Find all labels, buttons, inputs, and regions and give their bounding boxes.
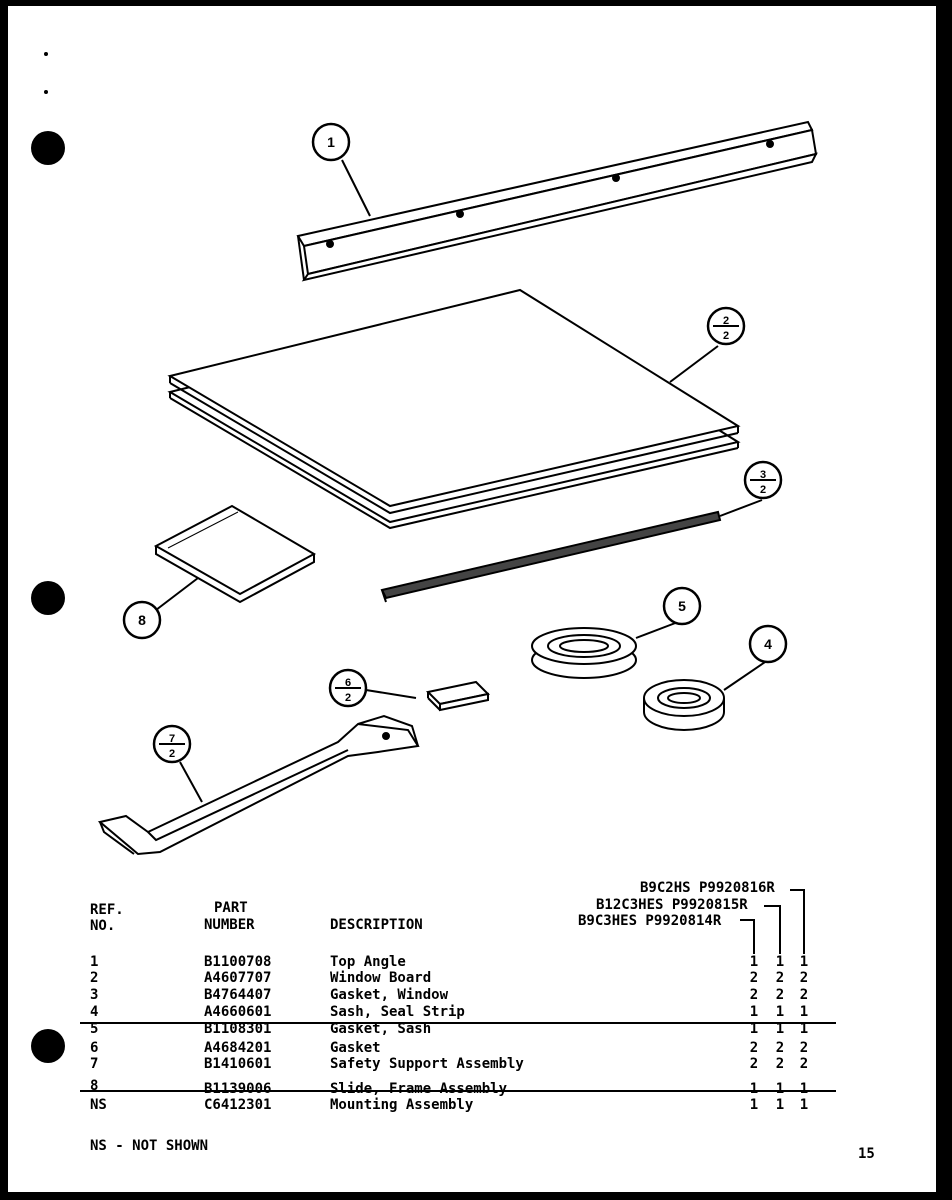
callout-6-top-label: 6 <box>344 677 352 689</box>
row-qty-b9c2hs: 2 <box>799 1040 809 1056</box>
gasket-block-part <box>428 682 488 710</box>
callout-3-bottom-label: 2 <box>759 484 767 496</box>
slide-frame-part <box>156 506 314 602</box>
row-qty-b12c3hes: 2 <box>775 1056 785 1072</box>
callout-7-top-label: 7 <box>168 733 176 745</box>
row-part-number: B1139006 <box>204 1081 272 1097</box>
window-gasket-part <box>382 512 720 602</box>
row-ref: 8 <box>90 1078 99 1094</box>
row-qty-b9c2hs: 1 <box>799 1081 809 1097</box>
sash-gasket-part <box>532 628 636 678</box>
row-qty-b9c3hes: 1 <box>749 1081 759 1097</box>
parts-page <box>8 6 936 1192</box>
binder-hole-top <box>31 131 65 165</box>
header-part-line2: NUMBER <box>204 917 255 933</box>
callout-8-label: 8 <box>138 612 146 628</box>
callout-3-top-label: 3 <box>759 469 767 481</box>
callout-1-label: 1 <box>327 134 335 150</box>
row-ref: 2 <box>90 970 99 986</box>
top-angle-part <box>298 122 816 280</box>
row-qty-b9c2hs: 1 <box>799 954 809 970</box>
row-qty-b9c3hes: 2 <box>749 987 759 1003</box>
row-ref: 6 <box>90 1040 99 1056</box>
window-board-part <box>170 290 738 528</box>
row-part-number: A4660601 <box>204 1004 272 1020</box>
row-description: Top Angle <box>330 954 406 970</box>
binder-hole-middle <box>31 581 65 615</box>
model-label-b9c3hes: B9C3HES P9920814R <box>578 913 722 929</box>
header-ref-line1: REF. <box>90 902 124 918</box>
row-ref: 7 <box>90 1056 99 1072</box>
header-description: DESCRIPTION <box>330 917 423 933</box>
row-qty-b9c3hes: 1 <box>749 1021 759 1037</box>
row-qty-b9c2hs: 1 <box>799 1021 809 1037</box>
row-ref: 5 <box>90 1021 99 1037</box>
row-qty-b9c2hs: 2 <box>799 1056 809 1072</box>
callout-4-label: 4 <box>764 636 772 652</box>
row-qty-b9c3hes: 2 <box>749 1056 759 1072</box>
model-label-b12c3hes: B12C3HES P9920815R <box>596 897 748 913</box>
row-part-number: B1410601 <box>204 1056 272 1072</box>
row-description: Gasket <box>330 1040 381 1056</box>
row-qty-b9c2hs: 1 <box>799 1097 809 1113</box>
page-number: 15 <box>858 1146 875 1162</box>
row-description: Sash, Seal Strip <box>330 1004 465 1020</box>
row-ref: NS <box>90 1097 107 1113</box>
row-part-number: A4607707 <box>204 970 272 986</box>
row-qty-b9c3hes: 2 <box>749 1040 759 1056</box>
row-qty-b12c3hes: 1 <box>775 1021 785 1037</box>
header-part-line1: PART <box>214 900 248 916</box>
row-qty-b12c3hes: 2 <box>775 970 785 986</box>
row-qty-b12c3hes: 1 <box>775 1004 785 1020</box>
exploded-parts-diagram <box>8 6 936 1192</box>
row-qty-b9c3hes: 1 <box>749 1004 759 1020</box>
row-part-number: B4764407 <box>204 987 272 1003</box>
binder-hole-bottom <box>31 1029 65 1063</box>
callout-2-top-label: 2 <box>722 315 730 327</box>
row-description: Gasket, Window <box>330 987 449 1003</box>
callout-6-bottom-label: 2 <box>344 692 352 704</box>
row-qty-b9c2hs: 2 <box>799 987 809 1003</box>
row-qty-b12c3hes: 2 <box>775 987 785 1003</box>
row-part-number: C6412301 <box>204 1097 272 1113</box>
row-ref: 4 <box>90 1004 99 1020</box>
header-ref-line2: NO. <box>90 918 116 934</box>
row-qty-b9c3hes: 1 <box>749 954 759 970</box>
row-qty-b9c3hes: 2 <box>749 970 759 986</box>
row-ref: 1 <box>90 954 99 970</box>
row-description: Window Board <box>330 970 432 986</box>
row-description: Gasket, Sash <box>330 1021 432 1037</box>
row-description: Mounting Assembly <box>330 1097 474 1113</box>
row-qty-b12c3hes: 1 <box>775 1081 785 1097</box>
row-part-number: B1108301 <box>204 1021 272 1037</box>
callout-5-label: 5 <box>678 598 686 614</box>
row-qty-b12c3hes: 1 <box>775 954 785 970</box>
row-qty-b9c2hs: 1 <box>799 1004 809 1020</box>
row-part-number: A4684201 <box>204 1040 272 1056</box>
row-description: Safety Support Assembly <box>330 1056 524 1072</box>
callout-7-bottom-label: 2 <box>168 748 176 760</box>
row-qty-b12c3hes: 2 <box>775 1040 785 1056</box>
row-ref: 3 <box>90 987 99 1003</box>
row-part-number: B1100708 <box>204 954 272 970</box>
row-description: Slide, Frame Assembly <box>330 1081 508 1097</box>
row-qty-b12c3hes: 1 <box>775 1097 785 1113</box>
row-qty-b9c3hes: 1 <box>749 1097 759 1113</box>
seal-strip-roll-part <box>644 680 724 730</box>
callout-2-bottom-label: 2 <box>722 330 730 342</box>
row-qty-b9c2hs: 2 <box>799 970 809 986</box>
safety-support-part <box>100 716 418 854</box>
model-label-b9c2hs: B9C2HS P9920816R <box>640 880 775 896</box>
model-bracket-lines <box>740 890 804 954</box>
footnote: NS - NOT SHOWN <box>90 1138 209 1154</box>
